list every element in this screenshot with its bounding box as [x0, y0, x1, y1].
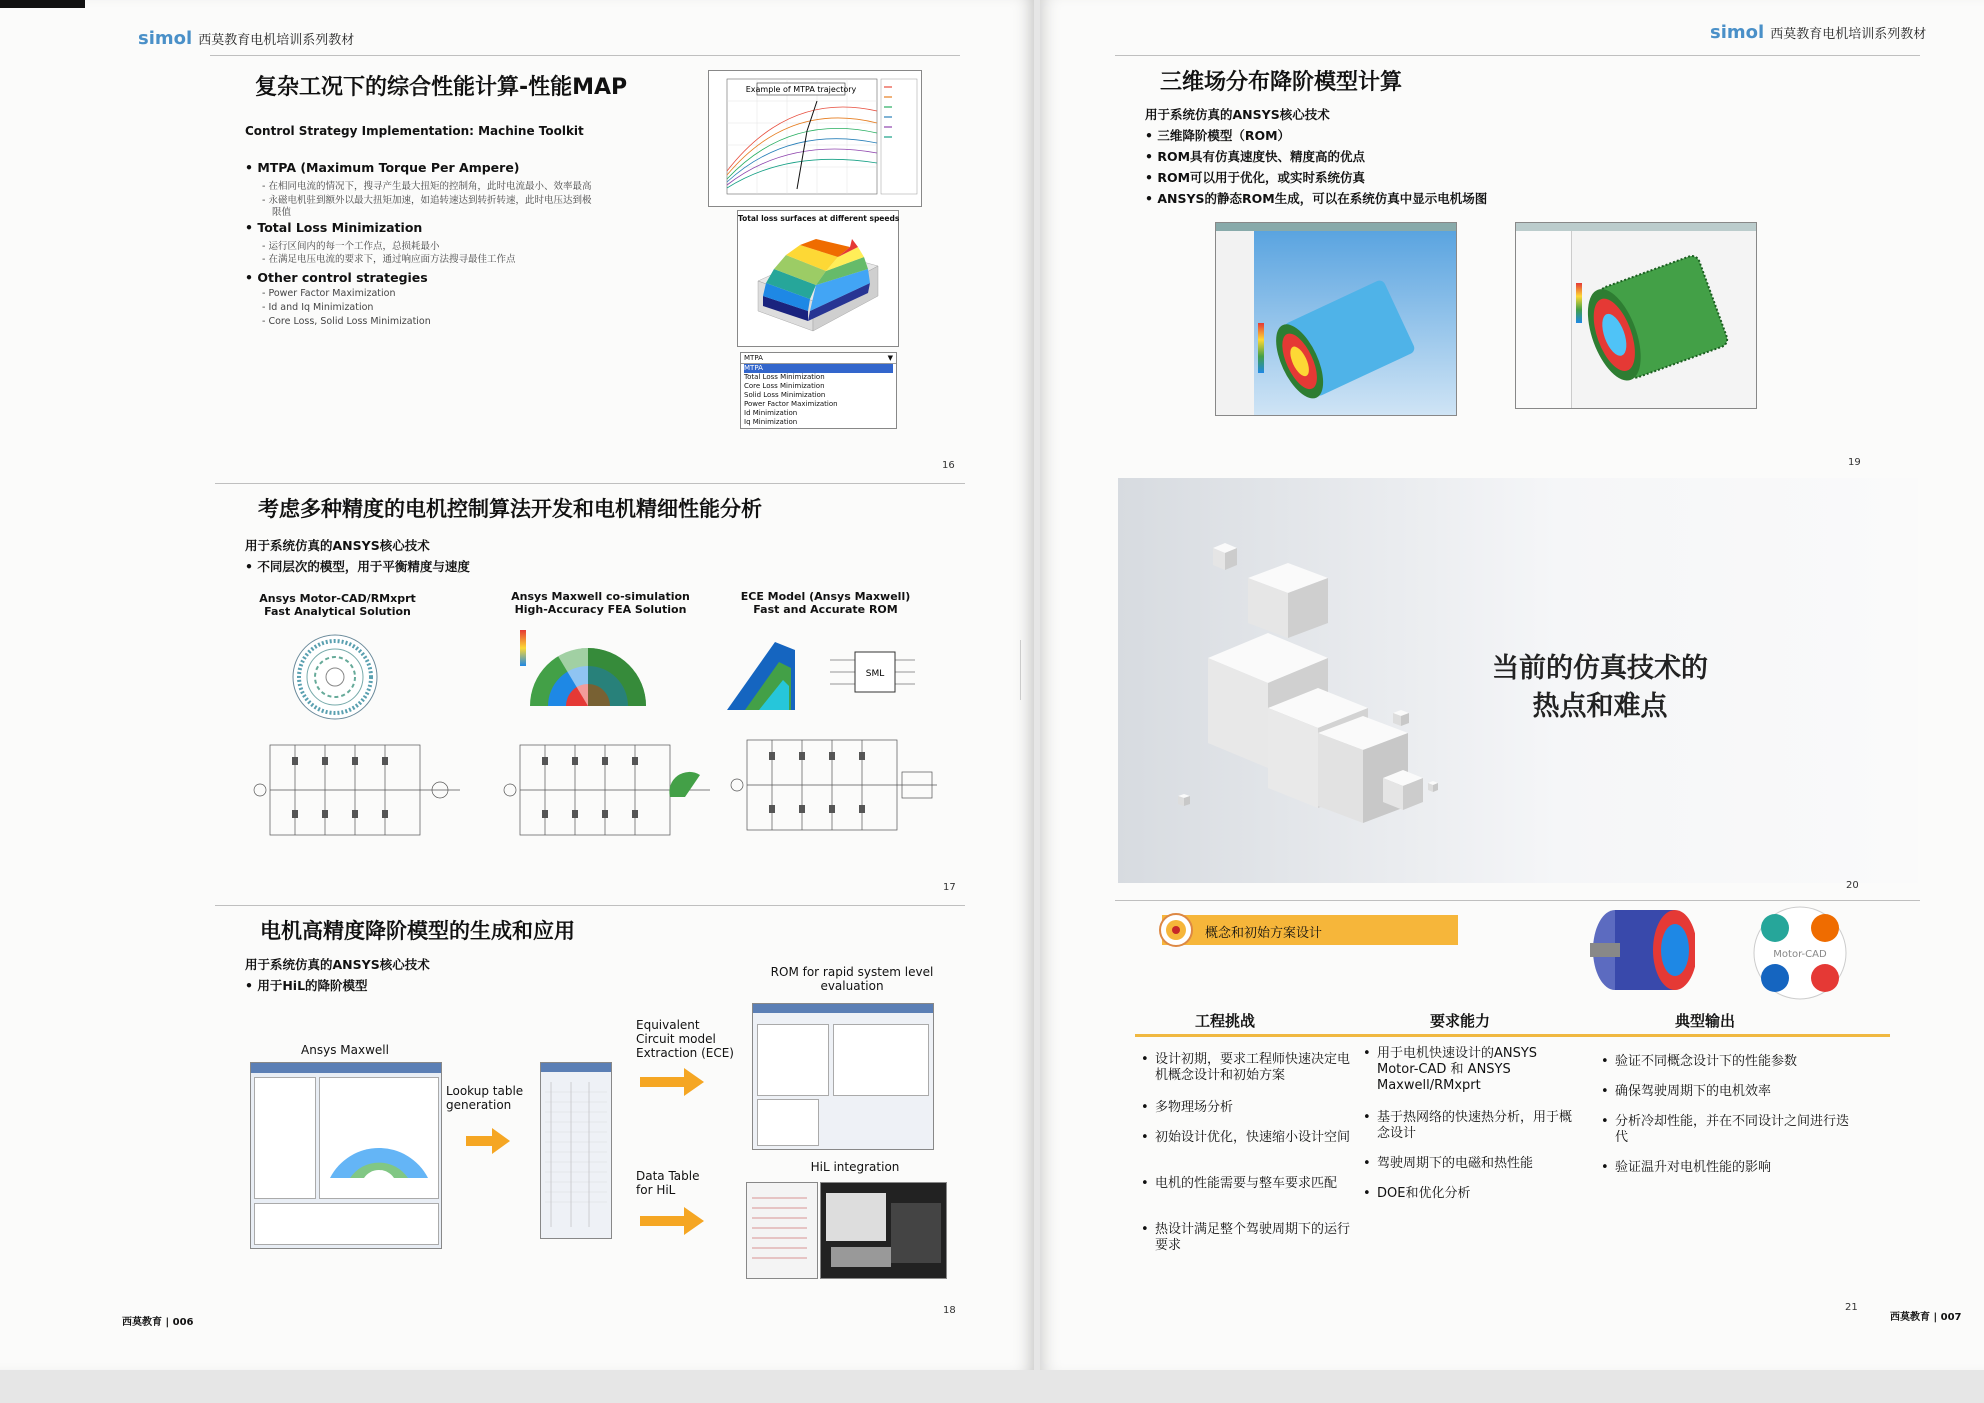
series-title: 西莫教育电机培训系列教材	[198, 33, 355, 48]
loss-surface-image	[737, 210, 899, 347]
brand-logo: simol	[138, 28, 193, 49]
mtpa-chart-title: Example of MTPA trajectory	[745, 85, 857, 94]
slide17-title: 考虑多种精度的电机控制算法开发和电机精细性能分析	[258, 497, 762, 521]
maxwell-screenshot	[250, 1062, 442, 1249]
strategy-option[interactable]: Total Loss Minimization	[744, 373, 825, 381]
slide19-subtitle: 用于系统仿真的ANSYS核心技术	[1145, 107, 1330, 122]
data-table-screenshot	[746, 1182, 818, 1279]
hil-integration-label: HiL integration	[810, 1160, 900, 1174]
series-title: 西莫教育电机培训系列教材	[1770, 27, 1927, 42]
control-strategy-list[interactable]	[740, 352, 897, 429]
arrow-right-icon	[466, 1128, 510, 1154]
slide16-subtitle: Control Strategy Implementation: Machine Toolkit	[245, 124, 584, 138]
concept-icon	[1158, 912, 1194, 948]
header-rule	[1115, 55, 1920, 56]
inverter-circuit-3	[727, 730, 947, 840]
inverter-circuit-2	[500, 735, 720, 845]
page-header	[1710, 22, 1926, 43]
capability-item: • 驾驶周期下的电磁和热性能	[1377, 1156, 1577, 1172]
lookup-table-screenshot	[540, 1062, 612, 1239]
page-number-17: 17	[943, 882, 956, 893]
slide16-sub-3-2: - Id and Iq Minimization	[262, 302, 373, 313]
col-head-challenges: 工程挑战	[1194, 1012, 1255, 1030]
slide17-subtitle: 用于系统仿真的ANSYS核心技术	[245, 538, 430, 553]
arrow-right-icon	[640, 1207, 704, 1235]
slide18-bullet: • 用于HiL的降阶模型	[245, 976, 368, 994]
ansys-maxwell-label: Ansys Maxwell	[301, 1043, 389, 1057]
capability-item: • 基于热网络的快速热分析，用于概念设计	[1377, 1110, 1577, 1142]
col-head-capabilities: 要求能力	[1429, 1012, 1490, 1030]
scan-corner	[0, 0, 85, 8]
output-item: • 验证温升对电机性能的影响	[1615, 1160, 1855, 1176]
slide19-bullet-2: • ROM具有仿真速度快、精度高的优点	[1145, 147, 1365, 165]
col1-caption: Ansys Motor-CAD/RMxprt Fast Analytical Solution	[259, 592, 416, 618]
header-rule	[210, 55, 960, 56]
strategy-option[interactable]: Core Loss Minimization	[744, 382, 825, 390]
strategy-option[interactable]: Power Factor Maximization	[744, 400, 838, 408]
ece-model-image	[725, 632, 925, 717]
data-table-label: Data Table for HiL	[636, 1169, 700, 1197]
challenge-item: • 热设计满足整个驾驶周期下的运行要求	[1155, 1222, 1355, 1254]
output-item: • 分析冷却性能，并在不同设计之间进行迭代	[1615, 1114, 1855, 1146]
page-number-19: 19	[1848, 457, 1861, 468]
slide19-bullet-1: • 三维降阶模型（ROM）	[1145, 126, 1290, 144]
hil-hardware-photo	[820, 1182, 947, 1279]
page-number-20: 20	[1846, 880, 1859, 891]
strategy-option[interactable]: Solid Loss Minimization	[744, 391, 826, 399]
challenge-item: • 多物理场分析	[1155, 1100, 1355, 1116]
page-footer: 西莫教育 | 006	[122, 1317, 194, 1328]
slide18-title: 电机高精度降阶模型的生成和应用	[260, 919, 575, 943]
gutter-mark	[1020, 640, 1021, 700]
strategy-option[interactable]: Id Minimization	[744, 409, 798, 417]
strategy-option[interactable]: MTPA	[744, 364, 893, 373]
page-number-21: 21	[1845, 1302, 1858, 1313]
motor-cross-section-image	[290, 632, 380, 722]
strategy-option[interactable]: Iq Minimization	[744, 418, 798, 426]
slide17-bullet: • 不同层次的模型，用于平衡精度与速度	[245, 557, 470, 575]
slide16-bullet-3: • Other control strategies	[245, 270, 428, 285]
slide19-bullet-3: • ROM可以用于优化，或实时系统仿真	[1145, 168, 1365, 186]
page-number-16: 16	[942, 460, 955, 471]
column-rule	[1135, 1034, 1890, 1037]
right-page	[1040, 0, 1984, 1370]
strategy-select[interactable]: MTPA ▼	[741, 353, 896, 364]
slide16-bullet-2: • Total Loss Minimization	[245, 220, 422, 235]
rom-label: ROM for rapid system level evaluation	[770, 965, 934, 993]
svg-text:SML: SML	[865, 669, 885, 679]
slide19-title: 三维场分布降阶模型计算	[1160, 70, 1403, 95]
slide16-title: 复杂工况下的综合性能计算-性能MAP	[255, 75, 628, 100]
slide19-bullet-4: • ANSYS的静态ROM生成，可以在系统仿真中显示电机场图	[1145, 189, 1487, 207]
fea-field-image	[518, 628, 658, 718]
page-header	[138, 28, 354, 49]
output-item: • 验证不同概念设计下的性能参数	[1615, 1054, 1855, 1070]
chevron-down-icon[interactable]: ▼	[887, 354, 893, 362]
inverter-circuit-1	[250, 735, 470, 845]
col2-caption: Ansys Maxwell co-simulation High-Accuracy FEA Solution	[511, 590, 690, 616]
challenge-item: • 电机的性能需要与整车要求匹配	[1155, 1176, 1355, 1192]
rom-screenshot	[752, 1003, 934, 1150]
lookup-table-label: Lookup table generation	[446, 1084, 524, 1112]
capability-item: • DOE和优化分析	[1377, 1186, 1577, 1202]
slide16-sub-1-3: 限值	[272, 207, 292, 218]
brand-logo: simol	[1710, 22, 1765, 43]
slide16-sub-1-2: - 永磁电机驻到额外以最大扭矩加速，如追转速达到转折转速，此时电压达到极	[262, 192, 591, 206]
col-head-outputs: 典型输出	[1674, 1012, 1735, 1030]
slide16-sub-2-2: - 在满足电压电流的要求下，通过响应面方法搜寻最佳工作点	[262, 251, 515, 265]
slide16-sub-3-3: - Core Loss, Solid Loss Minimization	[262, 316, 431, 327]
motorcad-label: Motor-CAD	[1773, 949, 1827, 960]
loss-surface-title: Total loss surfaces at different speeds	[738, 214, 900, 223]
stator-3d-image	[1585, 905, 1695, 995]
slide16-sub-3-1: - Power Factor Maximization	[262, 288, 395, 299]
page-footer: 西莫教育 | 007	[1890, 1312, 1962, 1323]
slide18-subtitle: 用于系统仿真的ANSYS核心技术	[245, 957, 430, 972]
challenge-item: • 设计初期，要求工程师快速决定电机概念设计和初始方案	[1155, 1052, 1355, 1084]
output-item: • 确保驾驶周期下的电机效率	[1615, 1084, 1855, 1100]
slide-divider	[215, 905, 965, 906]
slide20-title: 当前的仿真技术的 热点和难点	[1492, 653, 1708, 722]
slide-divider	[215, 483, 965, 484]
rom-field-screenshot-2	[1515, 222, 1757, 409]
slide16-sub-1-1: - 在相同电流的情况下，搜寻产生最大扭矩的控制角，此时电流最小、效率最高	[262, 178, 591, 192]
mtpa-chart-image	[708, 70, 922, 207]
capability-item: • 用于电机快速设计的ANSYS Motor-CAD 和 ANSYS Maxwell/RMxprt	[1377, 1046, 1567, 1094]
col3-caption: ECE Model (Ansys Maxwell) Fast and Accurate ROM	[740, 590, 911, 616]
challenge-item: • 初始设计优化，快速缩小设计空间	[1155, 1130, 1355, 1146]
motorcad-logo	[1750, 903, 1850, 1003]
page-number-18: 18	[943, 1305, 956, 1316]
slide16-sub-2-1: - 运行区间内的每一个工作点，总损耗最小	[262, 238, 439, 252]
slide-divider	[1115, 900, 1920, 901]
rom-field-screenshot-1	[1215, 222, 1457, 416]
slide16-bullet-1: • MTPA (Maximum Torque Per Ampere)	[245, 160, 520, 175]
slide21-banner-text: 概念和初始方案设计	[1205, 926, 1323, 941]
arrow-right-icon	[640, 1068, 704, 1096]
ece-extraction-label: Equivalent Circuit model Extraction (ECE)	[636, 1018, 734, 1060]
